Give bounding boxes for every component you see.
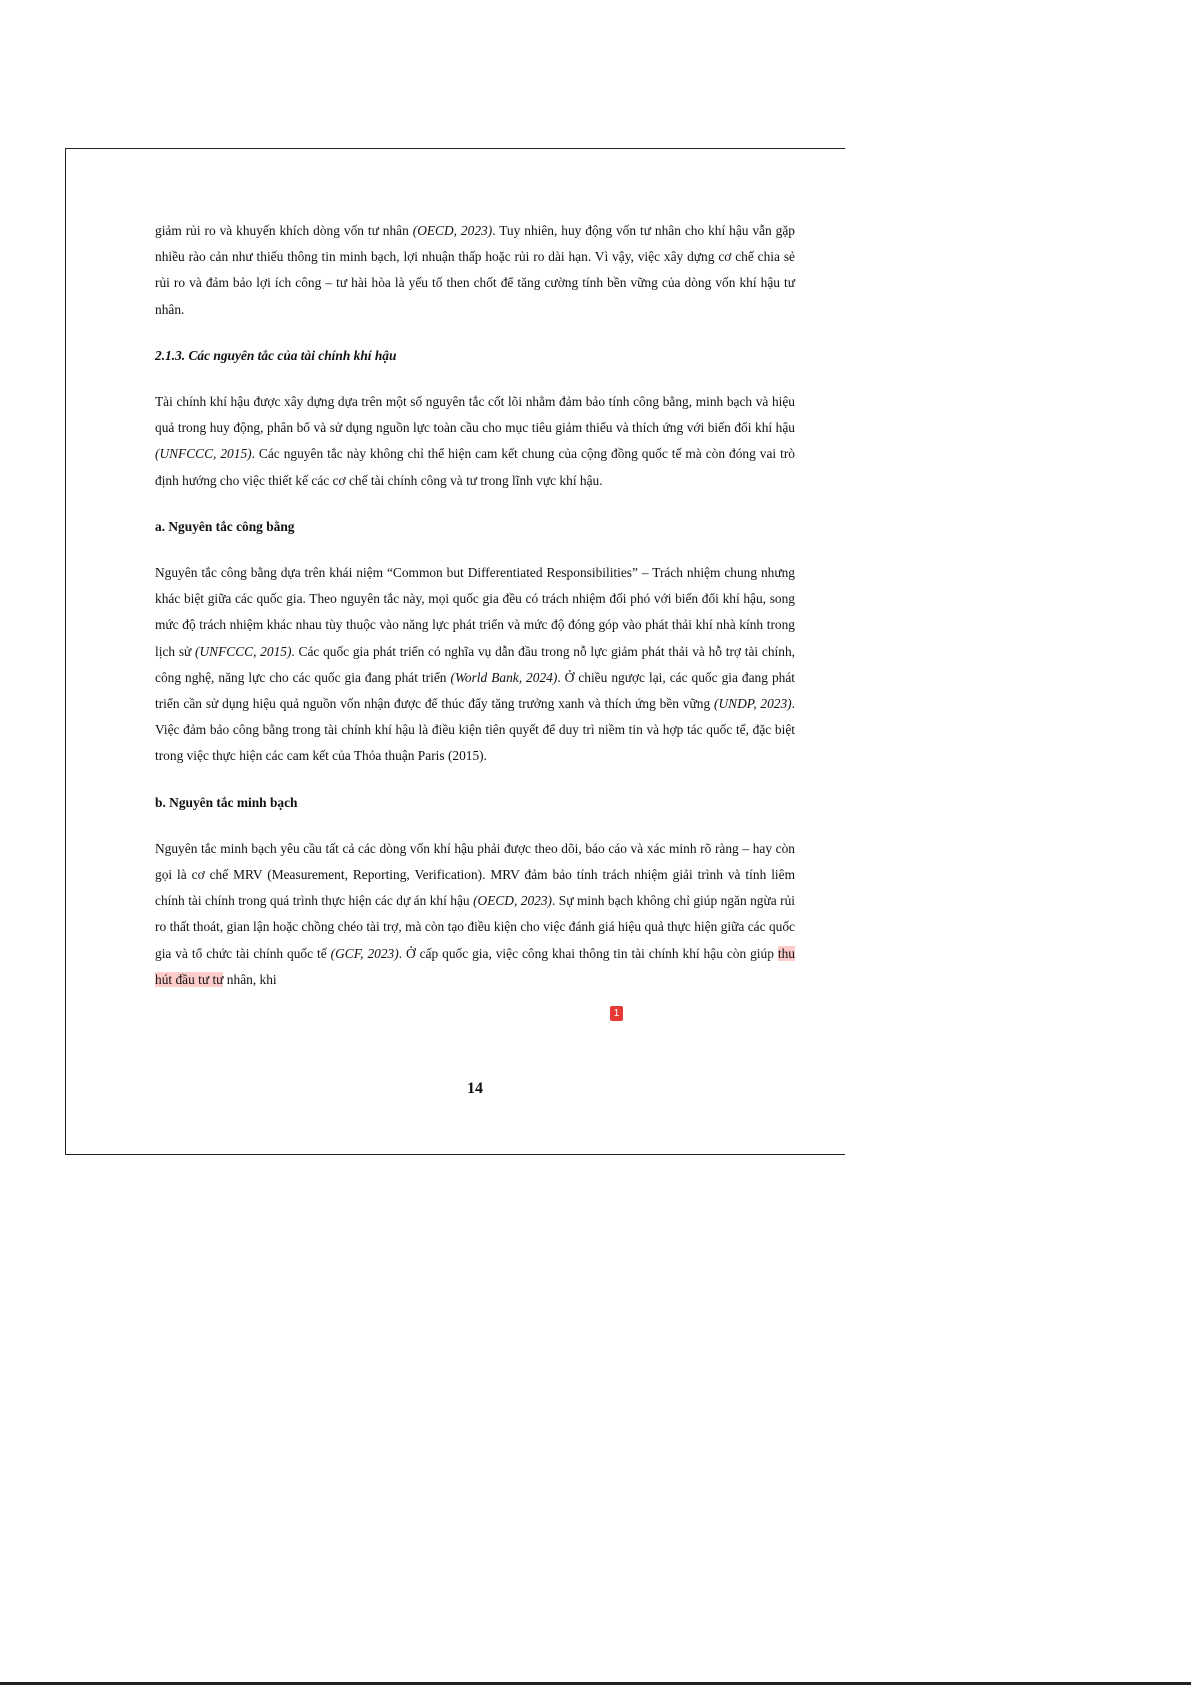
- comment-marker[interactable]: 1: [610, 1006, 623, 1021]
- section-heading-2-1-3: 2.1.3. Các nguyên tắc của tài chính khí hậu: [155, 347, 397, 363]
- text-run: Nguyên tắc công bằng dựa trên khái niệm “Common but Differentiated Responsibilities” – Trách nhiệm chung nhưng khác biệt giữa các quốc gia. Theo nguyên tắc này, mọi quốc gia đều có trách nhiệm đối phó với biến đổi khí hậu, song mức độ trách nhiệm khác nhau tùy thuộc vào năng lực phát triển và mức độ đóng góp vào phát thải khí nhà kính trong lịch sử: [155, 565, 795, 659]
- document-body: [155, 218, 795, 993]
- text-run: . Việc đảm bảo công bằng trong tài chính khí hậu là điều kiện tiên quyết để duy trì niềm tin và hợp tác quốc tế, đặc biệt trong việc thực hiện các cam kết của Thỏa thuận Paris (2015).: [155, 696, 795, 764]
- text-run: giảm rủi ro và khuyến khích dòng vốn tư nhân: [155, 223, 413, 238]
- text-run: . Ở chiều ngược lại, các quốc gia đang phát triển cần sử dụng hiệu quả nguồn vốn nhận được để thúc đẩy tăng trưởng xanh và thích ứng bền vững: [155, 669, 795, 712]
- paragraph-intro: [155, 218, 795, 323]
- text-run: nhân, khi: [223, 971, 277, 987]
- text-run: Nguyên tắc minh bạch yêu cầu tất cả các dòng vốn khí hậu phải được theo dõi, báo cáo và xác minh rõ ràng – hay còn gọi là cơ chế MRV (Measurement, Reporting, Verification). MRV đảm bảo tính trách nhiệm giải trình và tính liêm chính tài chính trong quá trình thực hiện các dự án khí hậu: [155, 840, 795, 909]
- citation: (UNFCCC, 2015): [155, 446, 252, 462]
- highlighted-text[interactable]: thu hút đầu tư tư: [155, 945, 795, 987]
- page-number: 14: [467, 1080, 483, 1097]
- citation: (OECD, 2023): [473, 893, 553, 909]
- citation: (GCF, 2023): [330, 945, 399, 961]
- text-run: . Ở cấp quốc gia, việc công khai thông tin tài chính khí hậu còn giúp: [398, 945, 778, 961]
- paragraph-equity: [155, 560, 795, 770]
- text-run: Tài chính khí hậu được xây dựng dựa trên một số nguyên tắc cốt lõi nhằm đảm bảo tính công bằng, minh bạch và hiệu quả trong huy động, phân bổ và sử dụng nguồn lực toàn cầu cho mục tiêu giảm thiểu và thích ứng với biến đổi khí hậu: [155, 394, 795, 436]
- text-run: . Tuy nhiên, huy động vốn tư nhân cho khí hậu vẫn gặp nhiều rào cản như thiếu thông tin minh bạch, lợi nhuận thấp hoặc rủi ro dài hạn. Vì vậy, việc xây dựng cơ chế chia sẻ rủi ro và đảm bảo lợi ích công – tư hài hòa là yếu tố then chốt để tăng cường tính bền vững của dòng vốn khí hậu tư nhân.: [155, 223, 795, 317]
- citation: (World Bank, 2024): [450, 669, 558, 685]
- citation: (OECD, 2023): [412, 223, 493, 238]
- citation: (UNFCCC, 2015): [195, 643, 292, 659]
- subheading-equity: a. Nguyên tắc công bằng: [155, 518, 295, 534]
- text-run: . Sự minh bạch không chỉ giúp ngăn ngừa rủi ro thất thoát, gian lận hoặc chồng chéo tài trợ, mà còn tạo điều kiện cho việc đánh giá hiệu quả thực hiện giữa các quốc gia và tổ chức tài chính quốc tế: [155, 893, 795, 961]
- paragraph-principles: [155, 389, 795, 494]
- citation: (UNDP, 2023): [714, 696, 792, 712]
- paragraph-transparency: [155, 836, 795, 993]
- subheading-transparency: b. Nguyên tắc minh bạch: [155, 794, 298, 810]
- text-run: . Các quốc gia phát triển có nghĩa vụ dẫn đầu trong nỗ lực giảm phát thải và hỗ trợ tài chính, công nghệ, năng lực cho các quốc gia đang phát triển: [155, 643, 795, 685]
- text-run: . Các nguyên tắc này không chỉ thể hiện cam kết chung của cộng đồng quốc tế mà còn đóng vai trò định hướng cho việc thiết kế các cơ chế tài chính công và tư trong lĩnh vực khí hậu.: [155, 446, 795, 488]
